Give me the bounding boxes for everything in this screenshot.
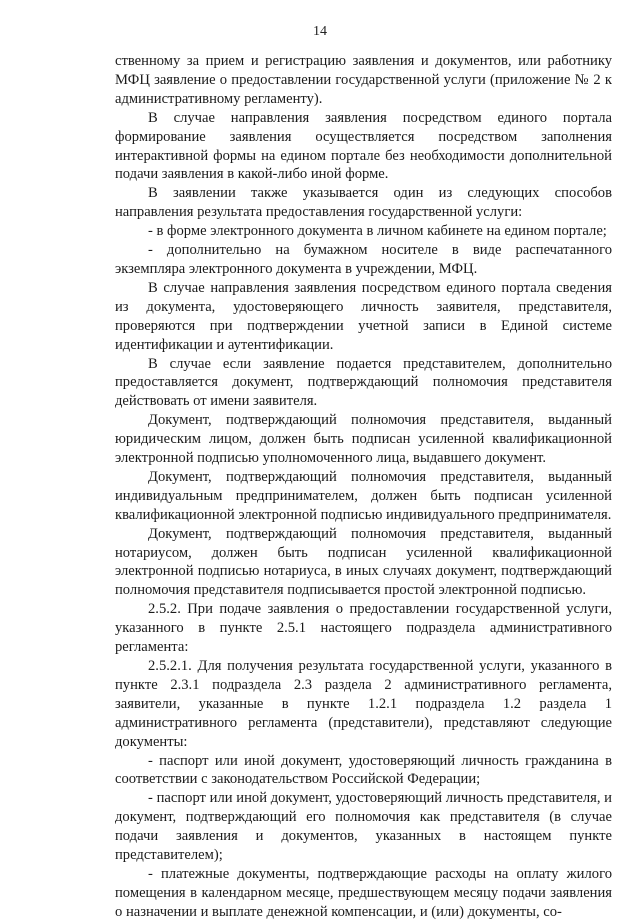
paragraph-continuation: ственному за прием и регистрацию заявления и документов, или работнику МФЦ заявление о предоставлении государственной услуги (приложение № 2 к административному регламенту). bbox=[115, 53, 612, 107]
list-item-representative-passport: - паспорт или иной документ, удостоверяющий личность представителя, и документ, подтверждающий его полномочия как представителя (в случае подачи заявления и документов, указанных в настоящем пункте представителем); bbox=[115, 790, 612, 864]
page-number: 14 bbox=[313, 24, 327, 39]
list-item-payment-documents: - платежные документы, подтверждающие расходы на оплату жилого помещения в календарном месяце, предшествующем месяцу подачи заявления о назначении и выплате денежной компенсации, и (или) документы, со- bbox=[115, 865, 612, 920]
paragraph-entrepreneur-authority: Документ, подтверждающий полномочия представителя, выданный индивидуальным предпринимателем, должен быть подписан усиленной квалификационной электронной подписью индивидуального предпринимателя. bbox=[115, 468, 612, 523]
paragraph-section-2-5-2-1: 2.5.2.1. Для получения результата государственной услуги, указанного в пункте 2.3.1 подраздела 2.3 раздела 2 административного регламента, заявители, указанные в пункте 1.2.1 подраздела 1.2 раздела 1 административного регламента (представители), представляют следующие документы: bbox=[115, 658, 612, 750]
list-item-passport: - паспорт или иной документ, удостоверяющий личность гражданина в соответствии с законодательством Российской Федерации; bbox=[115, 752, 612, 788]
paragraph-section-2-5-2: 2.5.2. При подаче заявления о предоставлении государственной услуги, указанного в пункте 2.5.1 настоящего подраздела административного регламента: bbox=[115, 601, 612, 656]
paragraph-legal-entity-authority: Документ, подтверждающий полномочия представителя, выданный юридическим лицом, должен быть подписан усиленной квалификационной электронной подписью уполномоченного лица, выдавшего документ. bbox=[115, 412, 612, 467]
list-item-electronic-document: - в форме электронного документа в личном кабинете на едином портале; bbox=[148, 223, 607, 240]
paragraph-identity-verification: В случае направления заявления посредством единого портала сведения из документа, удостоверяющего личность заявителя, представителя, проверяются при подтверждении учетной записи в Единой системе идентификации и аутентификации. bbox=[115, 279, 612, 353]
paragraph-notary-authority: Документ, подтверждающий полномочия представителя, выданный нотариусом, должен быть подписан усиленной квалификационной электронной подписью нотариуса, в иных случаях документ, подтверждающий полномочия представителя подписывается простой электронной подписью. bbox=[115, 525, 612, 599]
paragraph-result-delivery-methods: В заявлении также указывается один из следующих способов направления результата предоставления государственной услуги: bbox=[115, 185, 612, 221]
paragraph-representative: В случае если заявление подается представителем, дополнительно предоставляется документ, подтверждающий полномочия представителя действовать от имени заявителя. bbox=[115, 355, 612, 410]
document-body bbox=[115, 52, 612, 922]
paragraph-portal-application: В случае направления заявления посредством единого портала формирование заявления осуществляется посредством заполнения интерактивной формы на едином портале без необходимости дополнительной подачи заявления в какой-либо иной форме. bbox=[115, 109, 612, 183]
list-item-paper-copy: - дополнительно на бумажном носителе в виде распечатанного экземпляра электронного документа в учреждении, МФЦ. bbox=[115, 242, 612, 277]
